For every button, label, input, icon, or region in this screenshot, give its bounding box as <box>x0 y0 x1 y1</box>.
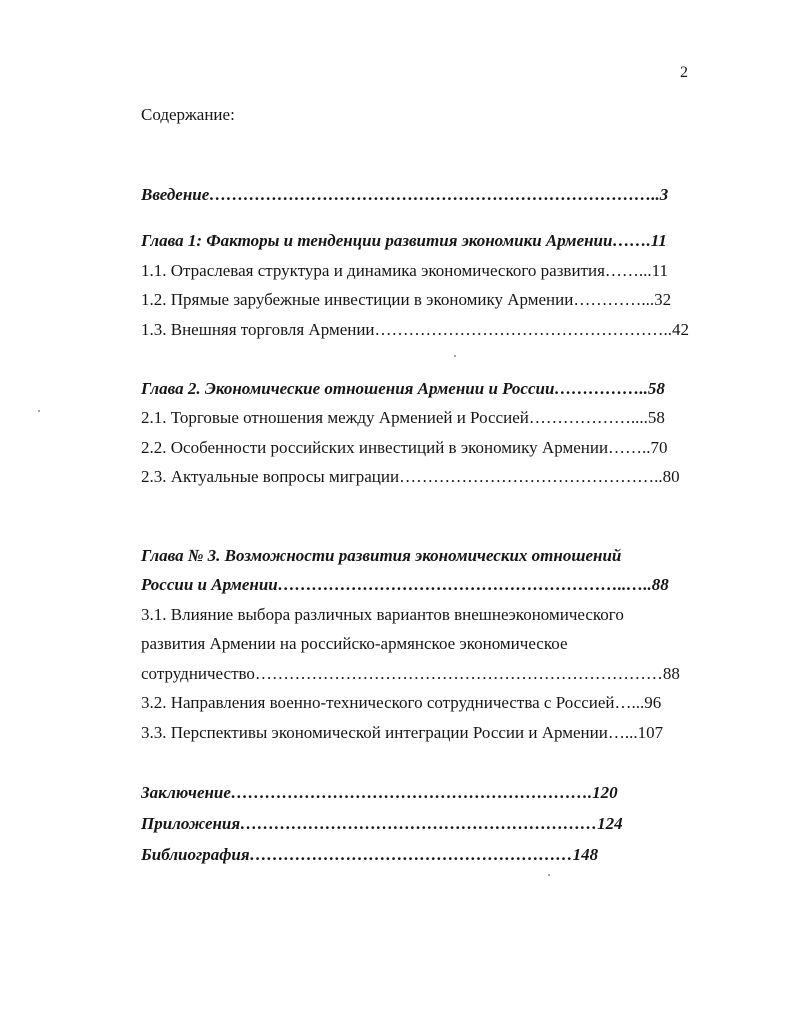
toc-chapter-3-title-line-1: Глава № 3. Возможности развития экономических отношений <box>141 546 622 565</box>
toc-section-3-3: 3.3. Перспективы экономической интеграции России и Армении…...107 <box>141 723 664 742</box>
toc-section-2-3: 2.3. Актуальные вопросы миграции………………………………………..80 <box>141 467 680 486</box>
scan-speck <box>38 410 40 412</box>
toc-section-2-1: 2.1. Торговые отношения между Арменией и Россией………………....58 <box>141 408 665 427</box>
toc-entry-introduction: Введение……………………………………………………………………..3 <box>141 185 669 204</box>
toc-section-1-1: 1.1. Отраслевая структура и динамика экономического развития……...11 <box>141 261 669 280</box>
toc-section-3-1-line-3: сотрудничество………………………………………………………………88 <box>141 664 680 683</box>
toc-chapter-2: Глава 2. Экономические отношения Армении и России……………..58 <box>141 379 665 398</box>
toc-chapter-3-title-line-2: России и Армении……………………………………………………..…..88 <box>141 575 669 594</box>
toc-section-1-3: 1.3. Внешняя торговля Армении……………………………………………..42 <box>141 320 690 339</box>
toc-entry-conclusion: Заключение……………………………………………………….120 <box>141 783 618 802</box>
toc-section-3-1-line-1: 3.1. Влияние выбора различных вариантов внешнеэкономического <box>141 605 624 624</box>
toc-section-3-2: 3.2. Направления военно-технического сотрудничества с Россией…...96 <box>141 693 662 712</box>
toc-section-1-2: 1.2. Прямые зарубежные инвестиции в экономику Армении…………...32 <box>141 290 672 309</box>
scan-speck <box>548 874 550 876</box>
toc-entry-appendices: Приложения………………………………………………………124 <box>141 814 623 833</box>
scan-speck <box>454 355 456 357</box>
page-title: Содержание: <box>141 105 235 124</box>
toc-chapter-1: Глава 1: Факторы и тенденции развития экономики Армении…….11 <box>141 231 667 250</box>
toc-section-3-1-line-2: развития Армении на российско-армянское экономическое <box>141 634 568 653</box>
page-number: 2 <box>680 64 688 81</box>
toc-section-2-2: 2.2. Особенности российских инвестиций в экономику Армении……..70 <box>141 438 668 457</box>
toc-entry-bibliography: Библиография…………………………………………………148 <box>141 845 599 864</box>
